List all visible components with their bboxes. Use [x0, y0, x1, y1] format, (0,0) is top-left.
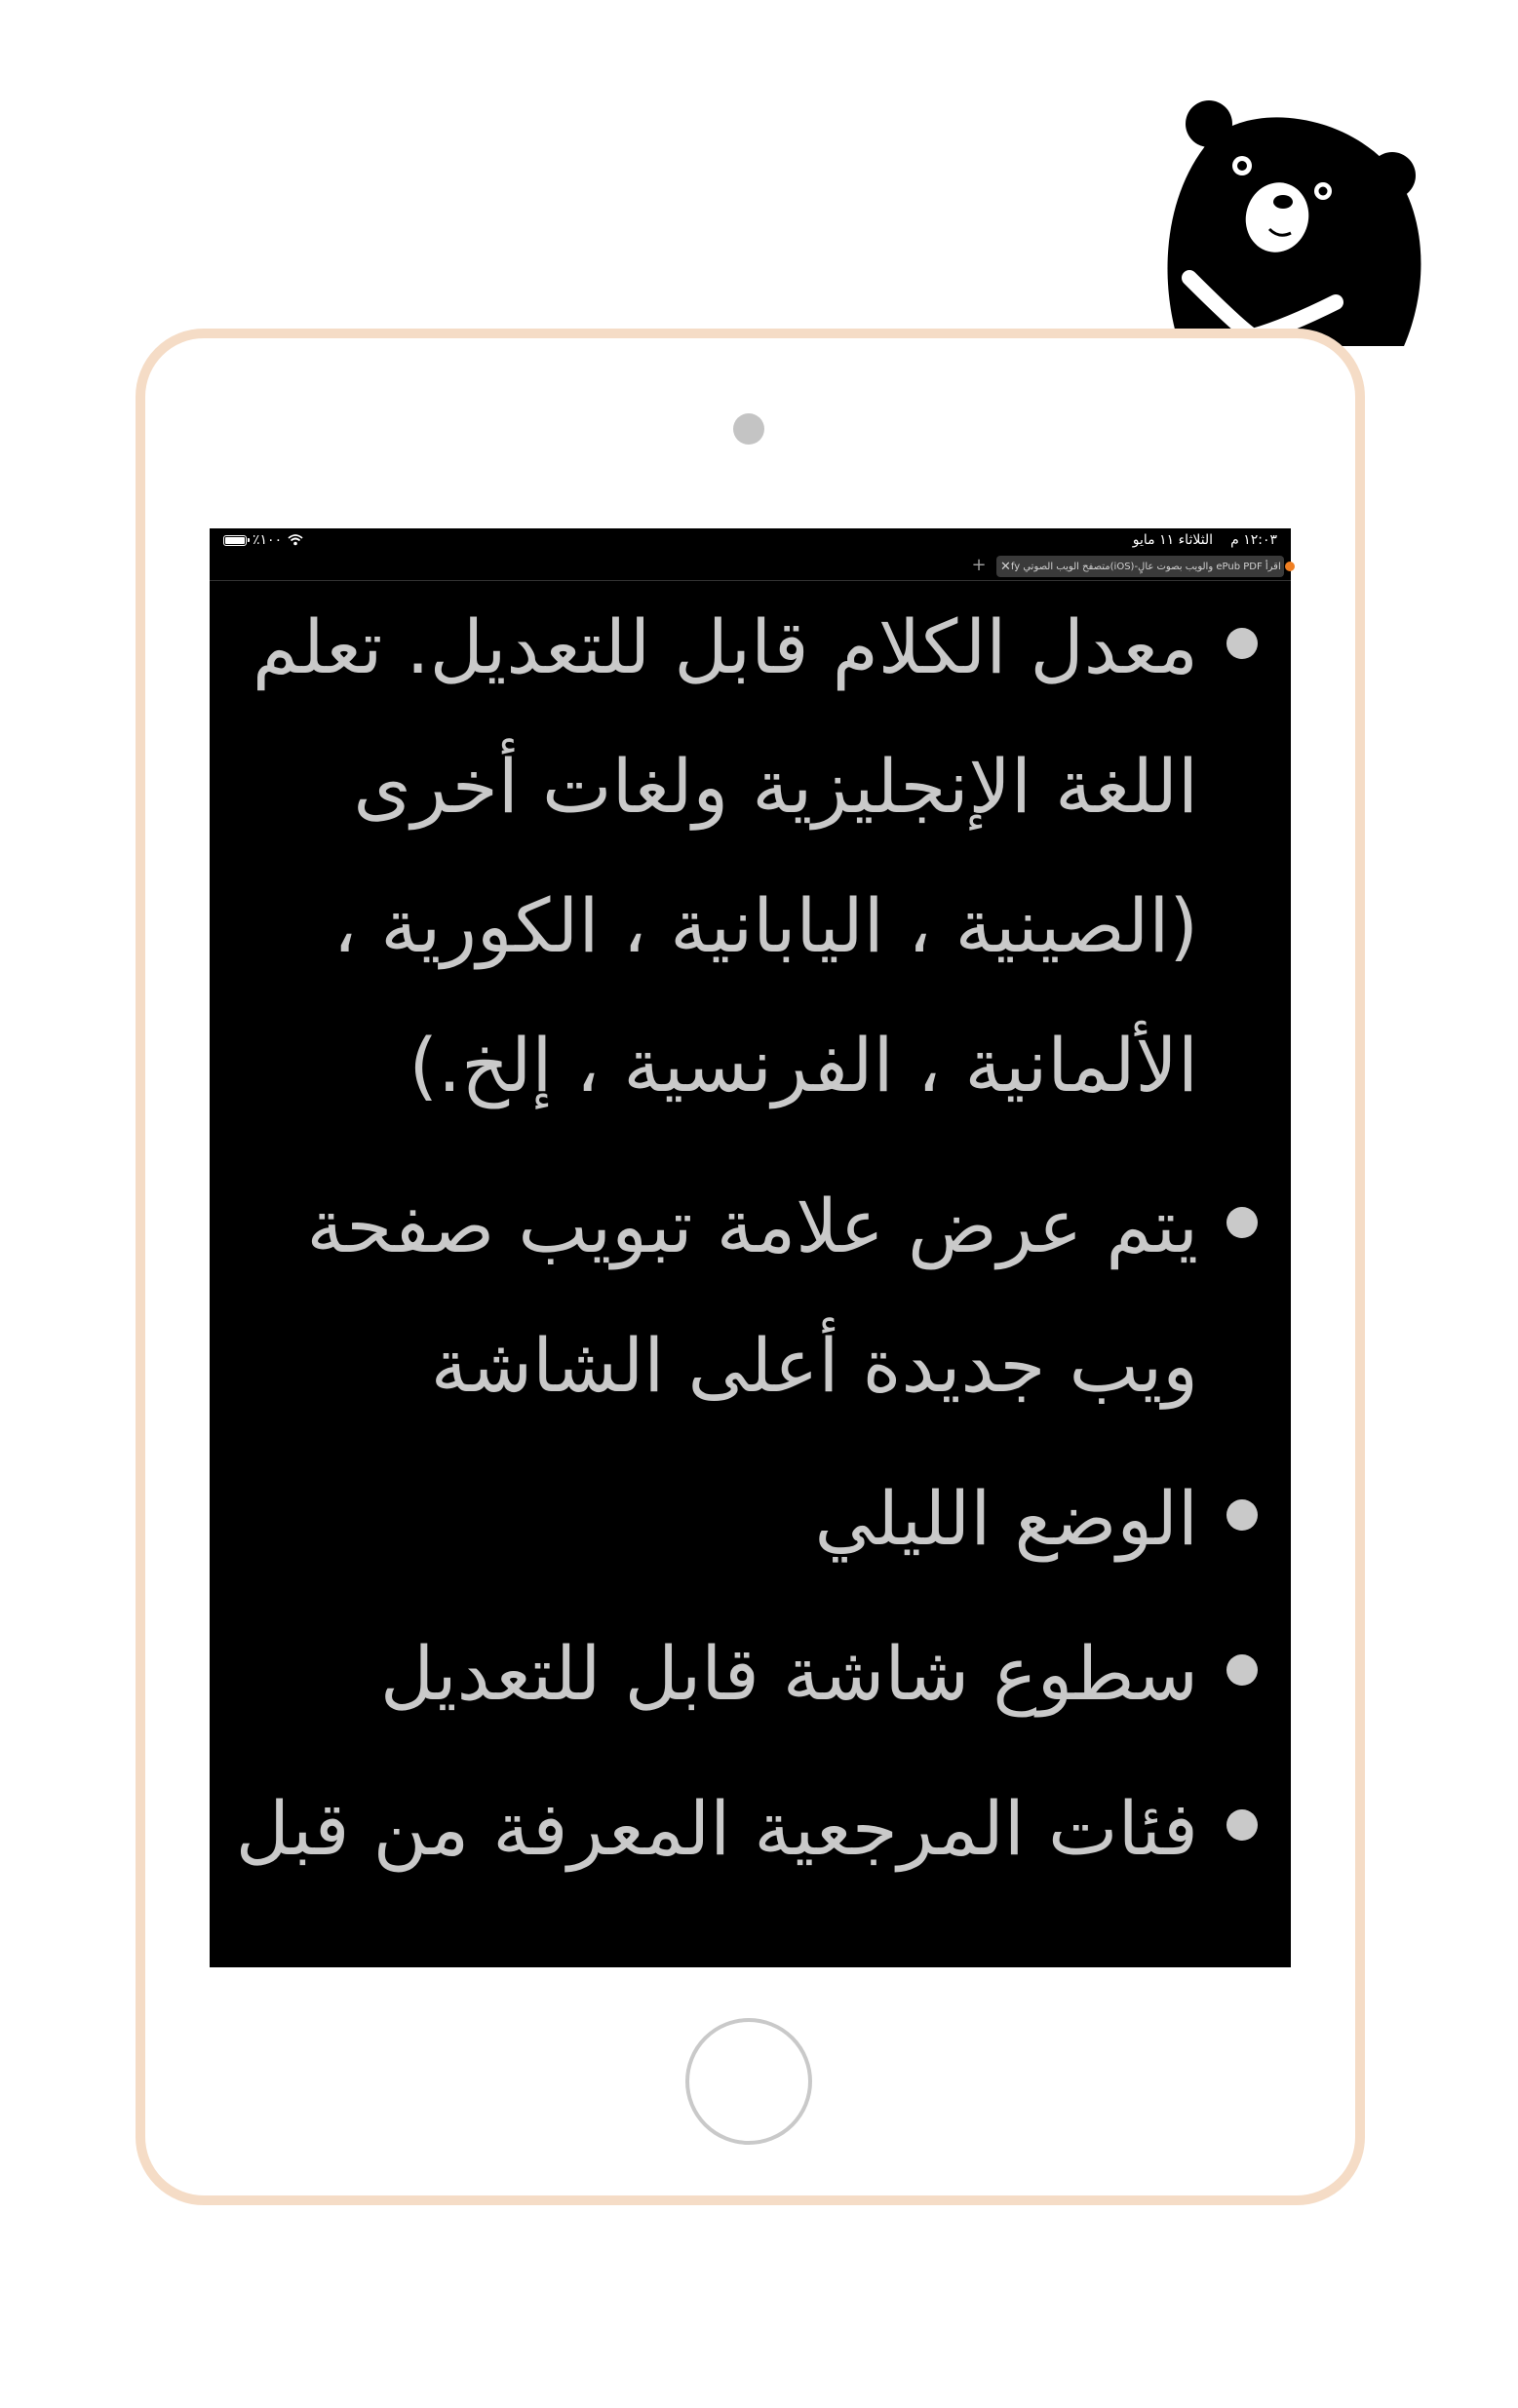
list-item: يتم عرض علامة تبويب صفحة ويب جديدة أعلى الشاشة — [210, 1156, 1291, 1435]
new-tab-button[interactable]: + — [971, 555, 987, 575]
list-item: الوضع الليلي — [210, 1449, 1291, 1588]
browser-tab-active[interactable] — [996, 556, 1284, 577]
status-datetime — [1133, 532, 1277, 548]
front-camera — [733, 413, 764, 445]
list-item: معدل الكلام قابل للتعديل. تعلم اللغة الإنجليزية ولغات أخرى (الصينية ، اليابانية ، الكورية ، الألمانية ، الفرنسية ، إلخ.) — [210, 577, 1291, 1135]
page-content — [210, 581, 1291, 1898]
status-time: ١٢:٠٣ م — [1230, 532, 1277, 548]
home-button[interactable] — [685, 2018, 812, 2145]
battery-icon — [223, 535, 247, 546]
favicon-icon — [1285, 562, 1295, 571]
tablet-screen — [210, 528, 1291, 1967]
battery-percentage: ٪١٠٠ — [253, 532, 283, 548]
status-indicators — [223, 532, 303, 548]
bear-mascot-icon — [1141, 93, 1433, 346]
status-bar — [210, 528, 1291, 554]
wifi-icon — [288, 534, 303, 546]
list-item: فئات المرجعية المعرفة من قبل — [210, 1759, 1291, 1898]
close-tab-icon[interactable]: ✕ — [1000, 559, 1011, 574]
status-date: الثلاثاء ١١ مايو — [1132, 532, 1214, 548]
tab-title: اقرأ ePub PDF والويب بصوت عالٍ-(iOS)متصفح الويب الصوتي fy — [1010, 561, 1281, 572]
feature-list — [210, 577, 1291, 1898]
list-item: سطوع شاشة قابل للتعديل — [210, 1604, 1291, 1743]
